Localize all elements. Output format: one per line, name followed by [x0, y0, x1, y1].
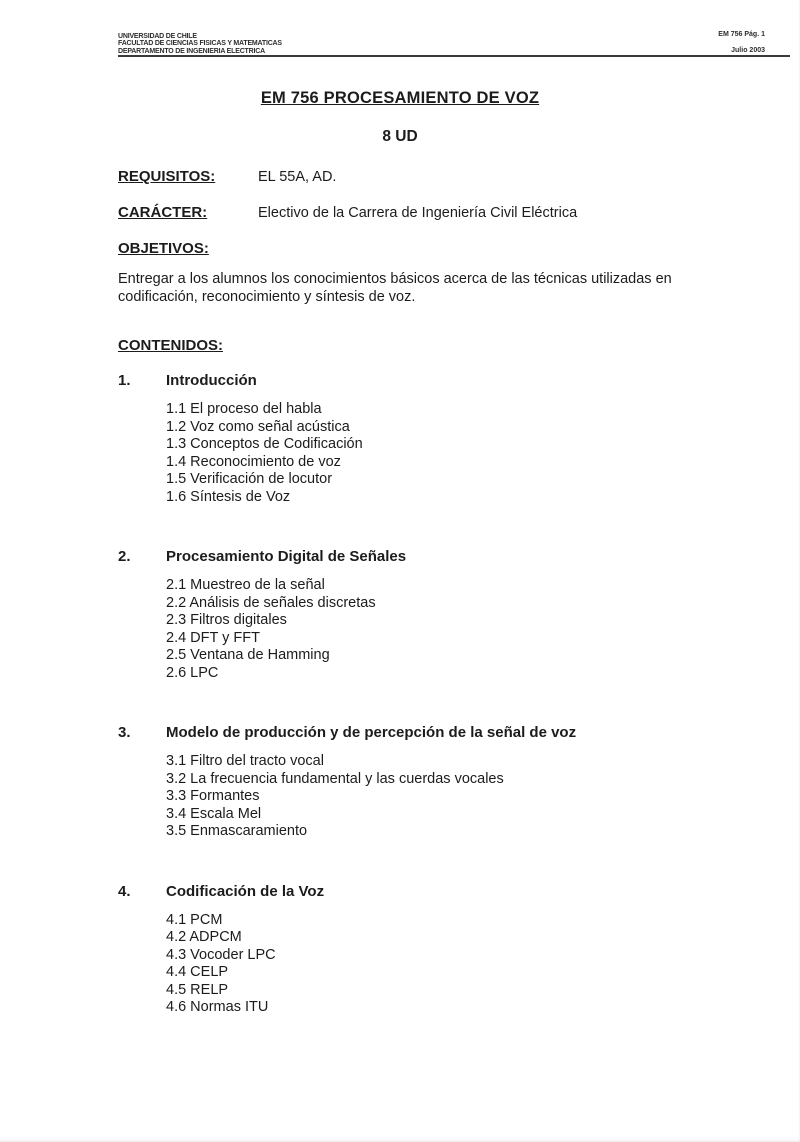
page-header	[118, 33, 790, 57]
section-item: 1.5 Verificación de locutor	[166, 471, 333, 487]
section-title: Modelo de producción y de percepción de la señal de voz	[166, 724, 577, 741]
section-item: 4.5 RELP	[166, 981, 229, 998]
objectives-heading: OBJETIVOS:	[118, 240, 209, 257]
section-item: 2.4 DFT y FFT	[166, 629, 260, 646]
section-item-list	[166, 577, 765, 682]
section-heading	[118, 883, 765, 900]
section-item: 2.2 Análisis de señales discretas	[166, 594, 376, 611]
institution-header-line: DEPARTAMENTO DE INGENIERIA ELECTRICA	[118, 47, 265, 55]
section-item: 1.6 Síntesis de Voz	[166, 488, 291, 505]
section-item: 3.4 Escala Mel	[166, 805, 262, 822]
content-section	[118, 548, 765, 682]
section-item: 4.1 PCM	[166, 911, 223, 928]
contents-sections	[118, 372, 765, 1017]
institution-header-line: UNIVERSIDAD DE CHILE	[118, 32, 197, 40]
section-item: 4.4 CELP	[166, 964, 229, 980]
section-item: 3.2 La frecuencia fundamental y las cuerdas vocales	[166, 770, 504, 787]
field-label: REQUISITOS:	[118, 168, 216, 185]
course-code-page-number: EM 756 Pág. 1	[718, 31, 765, 38]
field-row	[118, 204, 765, 221]
section-item: 4.3 Vocoder LPC	[166, 946, 276, 963]
field-label: CARÁCTER:	[118, 204, 208, 221]
institution-header-line: FACULTAD DE CIENCIAS FISICAS Y MATEMATICAS	[118, 40, 282, 48]
section-item: 1.4 Reconocimiento de voz	[166, 453, 341, 470]
course-fields	[118, 168, 765, 221]
course-credits: 8 UD	[382, 128, 418, 145]
field-value: EL 55A, AD.	[258, 169, 337, 185]
section-number: 1.	[118, 372, 131, 389]
content-section	[118, 724, 765, 841]
section-number: 3.	[118, 724, 131, 741]
section-item: 4.6 Normas ITU	[166, 999, 269, 1015]
section-number: 4.	[118, 882, 131, 900]
content-section	[118, 883, 765, 1017]
section-item: 2.3 Filtros digitales	[166, 612, 287, 628]
section-item: 1.1 El proceso del habla	[166, 401, 322, 417]
section-item: 2.6 LPC	[166, 664, 219, 681]
section-item: 1.2 Voz como señal acústica	[166, 418, 350, 435]
field-value: Electivo de la Carrera de Ingeniería Civil Eléctrica	[258, 205, 578, 221]
field-row	[118, 168, 765, 185]
section-item: 2.5 Ventana de Hamming	[166, 647, 330, 663]
content-section	[118, 372, 765, 506]
section-title: Procesamiento Digital de Señales	[166, 548, 407, 565]
section-item: 2.1 Muestreo de la señal	[166, 577, 325, 593]
section-item-list	[166, 401, 765, 506]
section-title: Codificación de la Voz	[166, 882, 325, 900]
objectives-paragraph: Entregar a los alumnos los conocimientos básicos acerca de las técnicas utilizadas en codificación, reconocimiento y síntesis de voz.	[118, 271, 672, 305]
section-heading	[118, 724, 765, 741]
section-heading	[118, 372, 765, 389]
institution-header	[118, 33, 282, 55]
section-item: 3.5 Enmascaramiento	[166, 823, 308, 839]
section-item: 3.3 Formantes	[166, 788, 260, 804]
section-title: Introducción	[166, 372, 257, 389]
section-item-list	[166, 753, 765, 841]
section-item: 3.1 Filtro del tracto vocal	[166, 753, 324, 769]
section-item-list	[166, 912, 765, 1017]
section-item: 1.3 Conceptos de Codificación	[166, 436, 363, 452]
course-title: EM 756 PROCESAMIENTO DE VOZ	[260, 89, 540, 107]
section-number: 2.	[118, 548, 131, 565]
document-date: Julio 2003	[731, 47, 765, 54]
section-heading	[118, 548, 765, 565]
section-item: 4.2 ADPCM	[166, 929, 242, 945]
contents-heading: CONTENIDOS:	[118, 337, 223, 354]
